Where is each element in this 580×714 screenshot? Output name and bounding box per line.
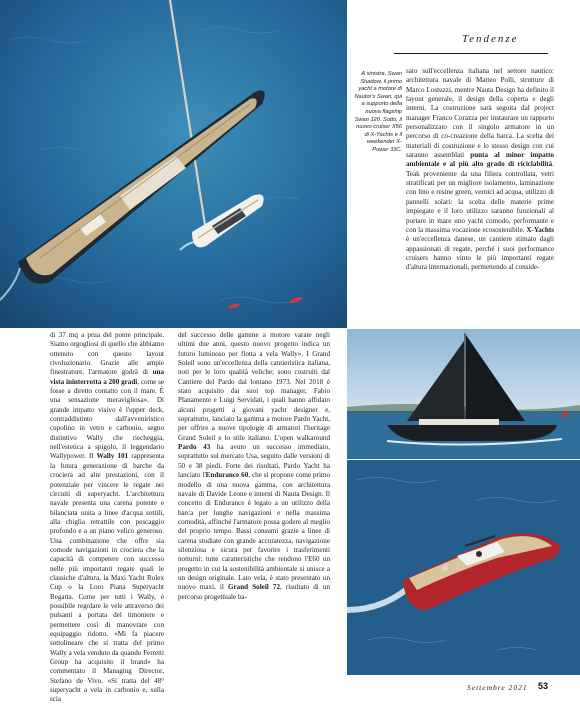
- body-text: , come se fosse a diretto contatto con il mare. È una sensazione meravigliosa». Di grande impatto visivo è l'upper deck, contraddistinto dall'avveniristico cupolino in vetro e carbonio, segno distintivo Wally che riecheggia, nell'estetica a spigolo, il leggendario Wallypower. Il: [50, 377, 164, 461]
- text-column-right: [406, 67, 554, 273]
- text-column-left: [50, 331, 164, 705]
- issue-date: Settembre 2021: [467, 683, 528, 692]
- bold-highlight: punta al minor impatto ambientale e al più alto grado di riciclabilità: [406, 151, 554, 169]
- bold-highlight: Grand Soleil 72: [228, 583, 280, 592]
- bold-highlight: Pardo 43: [178, 443, 211, 452]
- photo-x56-sailing: [347, 329, 580, 459]
- body-text: , che si propone come primo modello di una nuova gamma, con architettura navale di Davide Leone e interni di Nauta Design. Il concetto di Endurance è legato a un utilizzo della barca per lunghe navigazioni e nella massima comodità, affinché l'armatore possa godere al meglio del proprio tempo. Bassi consumi grazie a linee di carena studiate con grande accuratezza, navigazione silenziosa e sicura per favorire i trasferimenti notturni: tutte caratteristiche che rendono l'E60 un progetto in cui la sostenibilità ambientale si unisce a un design originale. Lato vela, è stato presentato un nuovo maxi, il: [178, 471, 330, 592]
- body-text: rappresenta la futura generazione di barche da crociera ad alte prestazioni, con il potenziale per vincere le regate nei circuiti di superyacht. L'architettura navale presenta una carena potente e bilanciata unita a linee d'acqua sottili, alla chiglia retrattile con pescaggio profondo e a un piano velico generoso. Una combinazione che offre sia comode navigazioni in crociera che la capacità di competere con successo nelle più importanti regate quali le classiche d'altura, la Maxi Yacht Rolex Cup o la Loro Piana Superyacht Regatta. Come per tutti i Wally, è possibile regolare le vele attraverso dei pulsanti a portata del timoniere e permettere così di manovrare con equipaggio ridotto. «Mi fa piacere sottolineare che si tratta del primo Wally a vela venduto da quando Ferretti Group ha acquisito il brand» ha commentato il Managing Director, Stefano de Vivo. «Si tratta del 48° superyacht a vela in carbonio e, sulla scia: [50, 452, 164, 704]
- photo-caption: A sinistra, Swan Shadow, il primo yacht a motore di Nautor's Swan, qui a supporto della nuova flagship Swan 120. Sotto, il nuovo cruiser X56 di X-Yachts e il weekender X-Power 33C.: [354, 71, 402, 153]
- bold-highlight: una vista ininterrotta a 200 gradi: [50, 368, 164, 386]
- flag: [562, 413, 568, 417]
- section-label: Tendenze: [462, 33, 519, 45]
- body-text: di 37 mq a prua del ponte principale. Siamo orgogliosi di quello che abbiamo ottenuto con questo layout rivoluzionario. Grazie alle ampie finestrature, l'armatore godrà di: [50, 331, 164, 377]
- body-text: , risultato di un percorso progettuale ba-: [178, 583, 330, 601]
- text-column-middle: [178, 331, 330, 602]
- body-text: del successo delle gamme a motore varate negli ultimi due anni, questo nuovo progetto indica un futuro luminoso per flotta a vela Wally». I Grand Soleil sono un'eccellenza della cantieristica italiana, noti per le loro qualità veliche; sono costruiti dal Cantiere del Pardo dal lontano 1973. Nel 2018 è stato acquisito dai suoi top manager, Fabio Planamente e Luigi Servidati, i quali hanno affidato alcuni progetti a giovani yacht designer e, soprattutto, lanciato la gamma a motore Pardo Yacht, per offrire a nuove tipologie di armatori l'heritage Grand Soleil e lo stile italiano. L'open walkaround: [178, 331, 330, 442]
- body-text: sato sull'eccellenza italiana nel settore nautico: architettura navale di Matteo Polli, strutture di Marco Lostuzzi, mentre Nauta Design ha definito il layout generale, il design della coperta e degli interni. La costruzione sarà seguita dal project manager Franco Corazza per instaurare un rapporto personalizzato con il singolo armatore in un percorso di co-creazione della barca. La scelta dei materiali di costruzione e lo stesso design con cui saranno assemblati: [406, 67, 554, 160]
- page-number: 53: [538, 681, 549, 691]
- photo-swan-aerial: [0, 0, 347, 328]
- bold-highlight: Endurance 60: [205, 471, 249, 480]
- x56-image: [347, 329, 580, 459]
- xpower-image: [347, 460, 580, 675]
- body-text: è un'eccellenza danese, un cantiere stimato dagli appassionati di regate, perché i suoi performance cruisers hanno vinto le più importanti regate d'altura internazionali, permettendo al conside-: [406, 235, 554, 272]
- swan-aerial-image: [0, 0, 347, 328]
- bold-highlight: Wally 101: [96, 452, 129, 461]
- header-rule: [394, 53, 548, 54]
- body-text: . Teak proveniente da una filiera controllata, vetri stratificati per un migliore isolamento, laminazione con lino e resine green, vernici ad acqua, utilizzo di pannelli solari: la scelta delle materie prime impiegate e il loro utilizzo saranno funzionali al portare in mare uno yacht comodo, performante e con la massima vocazione ecosostenibile.: [406, 160, 554, 234]
- body-text: ha avuto un successo immediato, soprattutto sul mercato Usa, seguito dalle versioni di 50 e 38 piedi. Forte dei risultati, Pardo Yacht ha lanciato l': [178, 443, 330, 480]
- bold-highlight: X-Yachts: [526, 225, 554, 234]
- photo-xpower-33c: [347, 460, 580, 675]
